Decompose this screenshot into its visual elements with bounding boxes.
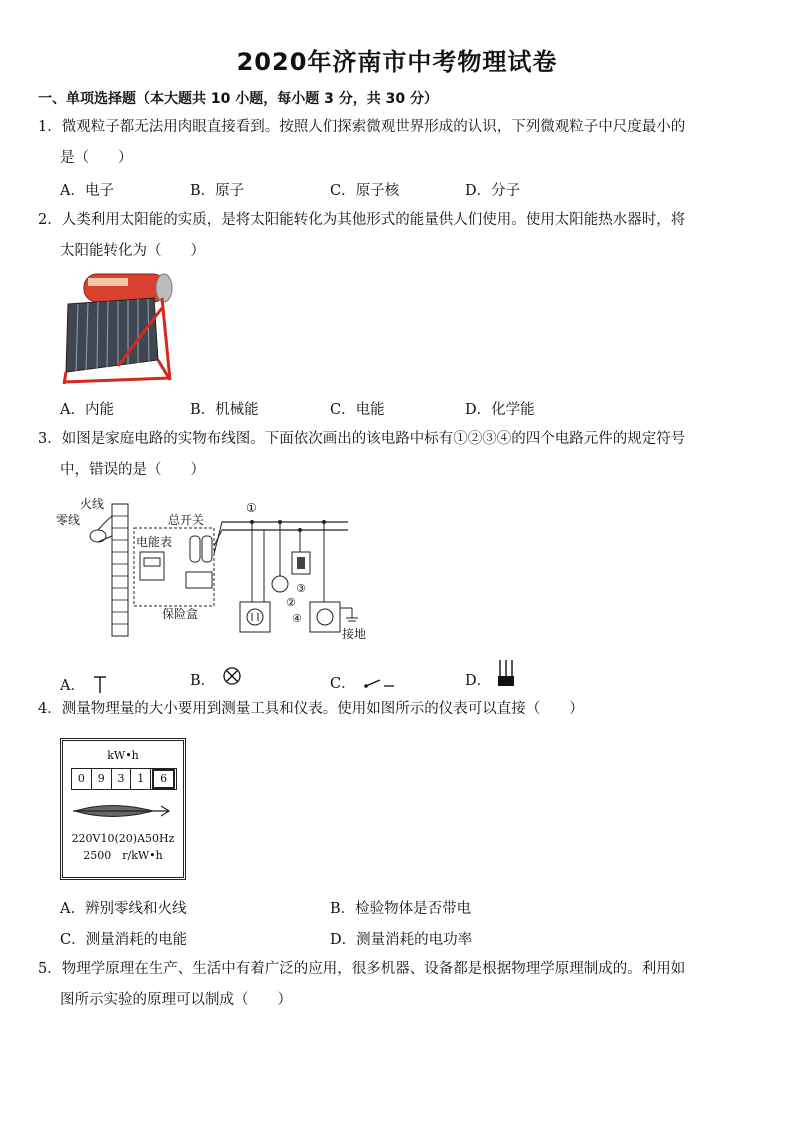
question-2-stem-line2: 太阳能转化为（ ） [60,243,205,259]
lamp-symbol-icon [220,666,244,690]
marker-3: ③ [296,582,306,595]
neutral-wire-label: 零线 [56,513,81,527]
meter-digits [71,768,177,790]
q4-option-a: A．辨别零线和火线 [60,901,187,917]
marker-1: ① [246,501,257,515]
question-3-stem-line1: 3．如图是家庭电路的实物布线图。下面依次画出的该电路中标有①②③④的四个电路元件的规定符号 [38,431,686,447]
fuse-box-label: 保险盒 [162,607,199,621]
question-1-stem-line1: 1．微观粒子都无法用肉眼直接看到。按照人们探索微观世界形成的认识，下列微观粒子中尺度最小的 [38,119,686,135]
q2-option-b: B．机械能 [190,402,259,418]
open-switch-symbol-icon [360,676,396,692]
q4-option-b: B．检验物体是否带电 [330,901,472,917]
question-2-stem-line1: 2．人类利用太阳能的实质，是将太阳能转化为其他形式的能量供人们使用。使用太阳能热水器时，将 [38,212,686,228]
question-5-stem-line1: 5．物理学原理在生产、生活中有着广泛的应用，很多机器、设备都是根据物理学原理制成的。利用如 [38,961,686,977]
solar-heater-image [58,268,178,386]
electricity-meter-image [60,738,186,880]
q4-option-d: D．测量消耗的电功率 [330,932,473,948]
main-switch-label: 总开关 [168,513,205,527]
exam-title: 2020年济南市中考物理试卷 [236,48,558,76]
q2-option-d: D．化学能 [465,402,535,418]
question-3 [38,424,760,486]
q3-option-c: C． [330,672,396,693]
q3-option-b: B． [190,666,244,690]
question-4-stem-line1: 4．测量物理量的大小要用到测量工具和仪表。使用如图所示的仪表可以直接（ ） [38,701,584,717]
section-heading: 一、单项选择题（本大题共 10 小题，每小题 3 分，共 30 分） [38,91,438,107]
meter-label: 电能表 [136,535,173,549]
question-1 [38,112,760,174]
question-2 [38,205,760,267]
meter-disc-icon [71,796,175,826]
question-1-stem-line2: 是（ ） [60,150,133,166]
meter-digit: 1 [131,769,151,789]
q2-option-c: C．电能 [330,402,385,418]
q3-option-d: D． [465,658,516,690]
switch-symbol-icon [90,673,110,695]
marker-4: ④ [292,612,302,625]
live-wire-label: 火线 [80,497,105,511]
question-4 [38,694,760,725]
question-5-stem-line2: 图所示实验的原理可以制成（ ） [60,992,292,1008]
meter-digit: 0 [72,769,92,789]
ground-label: 接地 [342,627,367,641]
household-circuit-diagram [52,490,372,646]
q1-option-c: C．原子核 [330,183,400,199]
question-3-stem-line2: 中，错误的是（ ） [60,462,205,478]
meter-unit: kW•h [107,749,139,762]
meter-spec-revolutions: 2500 r/kW•h [83,849,163,862]
question-5 [38,954,760,1016]
socket-symbol-icon [496,658,516,690]
q2-option-a: A．内能 [60,402,114,418]
q3-option-a: A． [60,673,110,695]
meter-spec-rating: 220V10(20)A50Hz [71,832,175,845]
meter-digit: 3 [112,769,132,789]
meter-digit-last: 6 [152,769,175,789]
q4-option-c: C．测量消耗的电能 [60,932,188,948]
q1-option-d: D．分子 [465,183,521,199]
q1-option-a: A．电子 [60,183,114,199]
marker-2: ② [286,596,296,609]
q1-option-b: B．原子 [190,183,245,199]
meter-digit: 9 [92,769,112,789]
